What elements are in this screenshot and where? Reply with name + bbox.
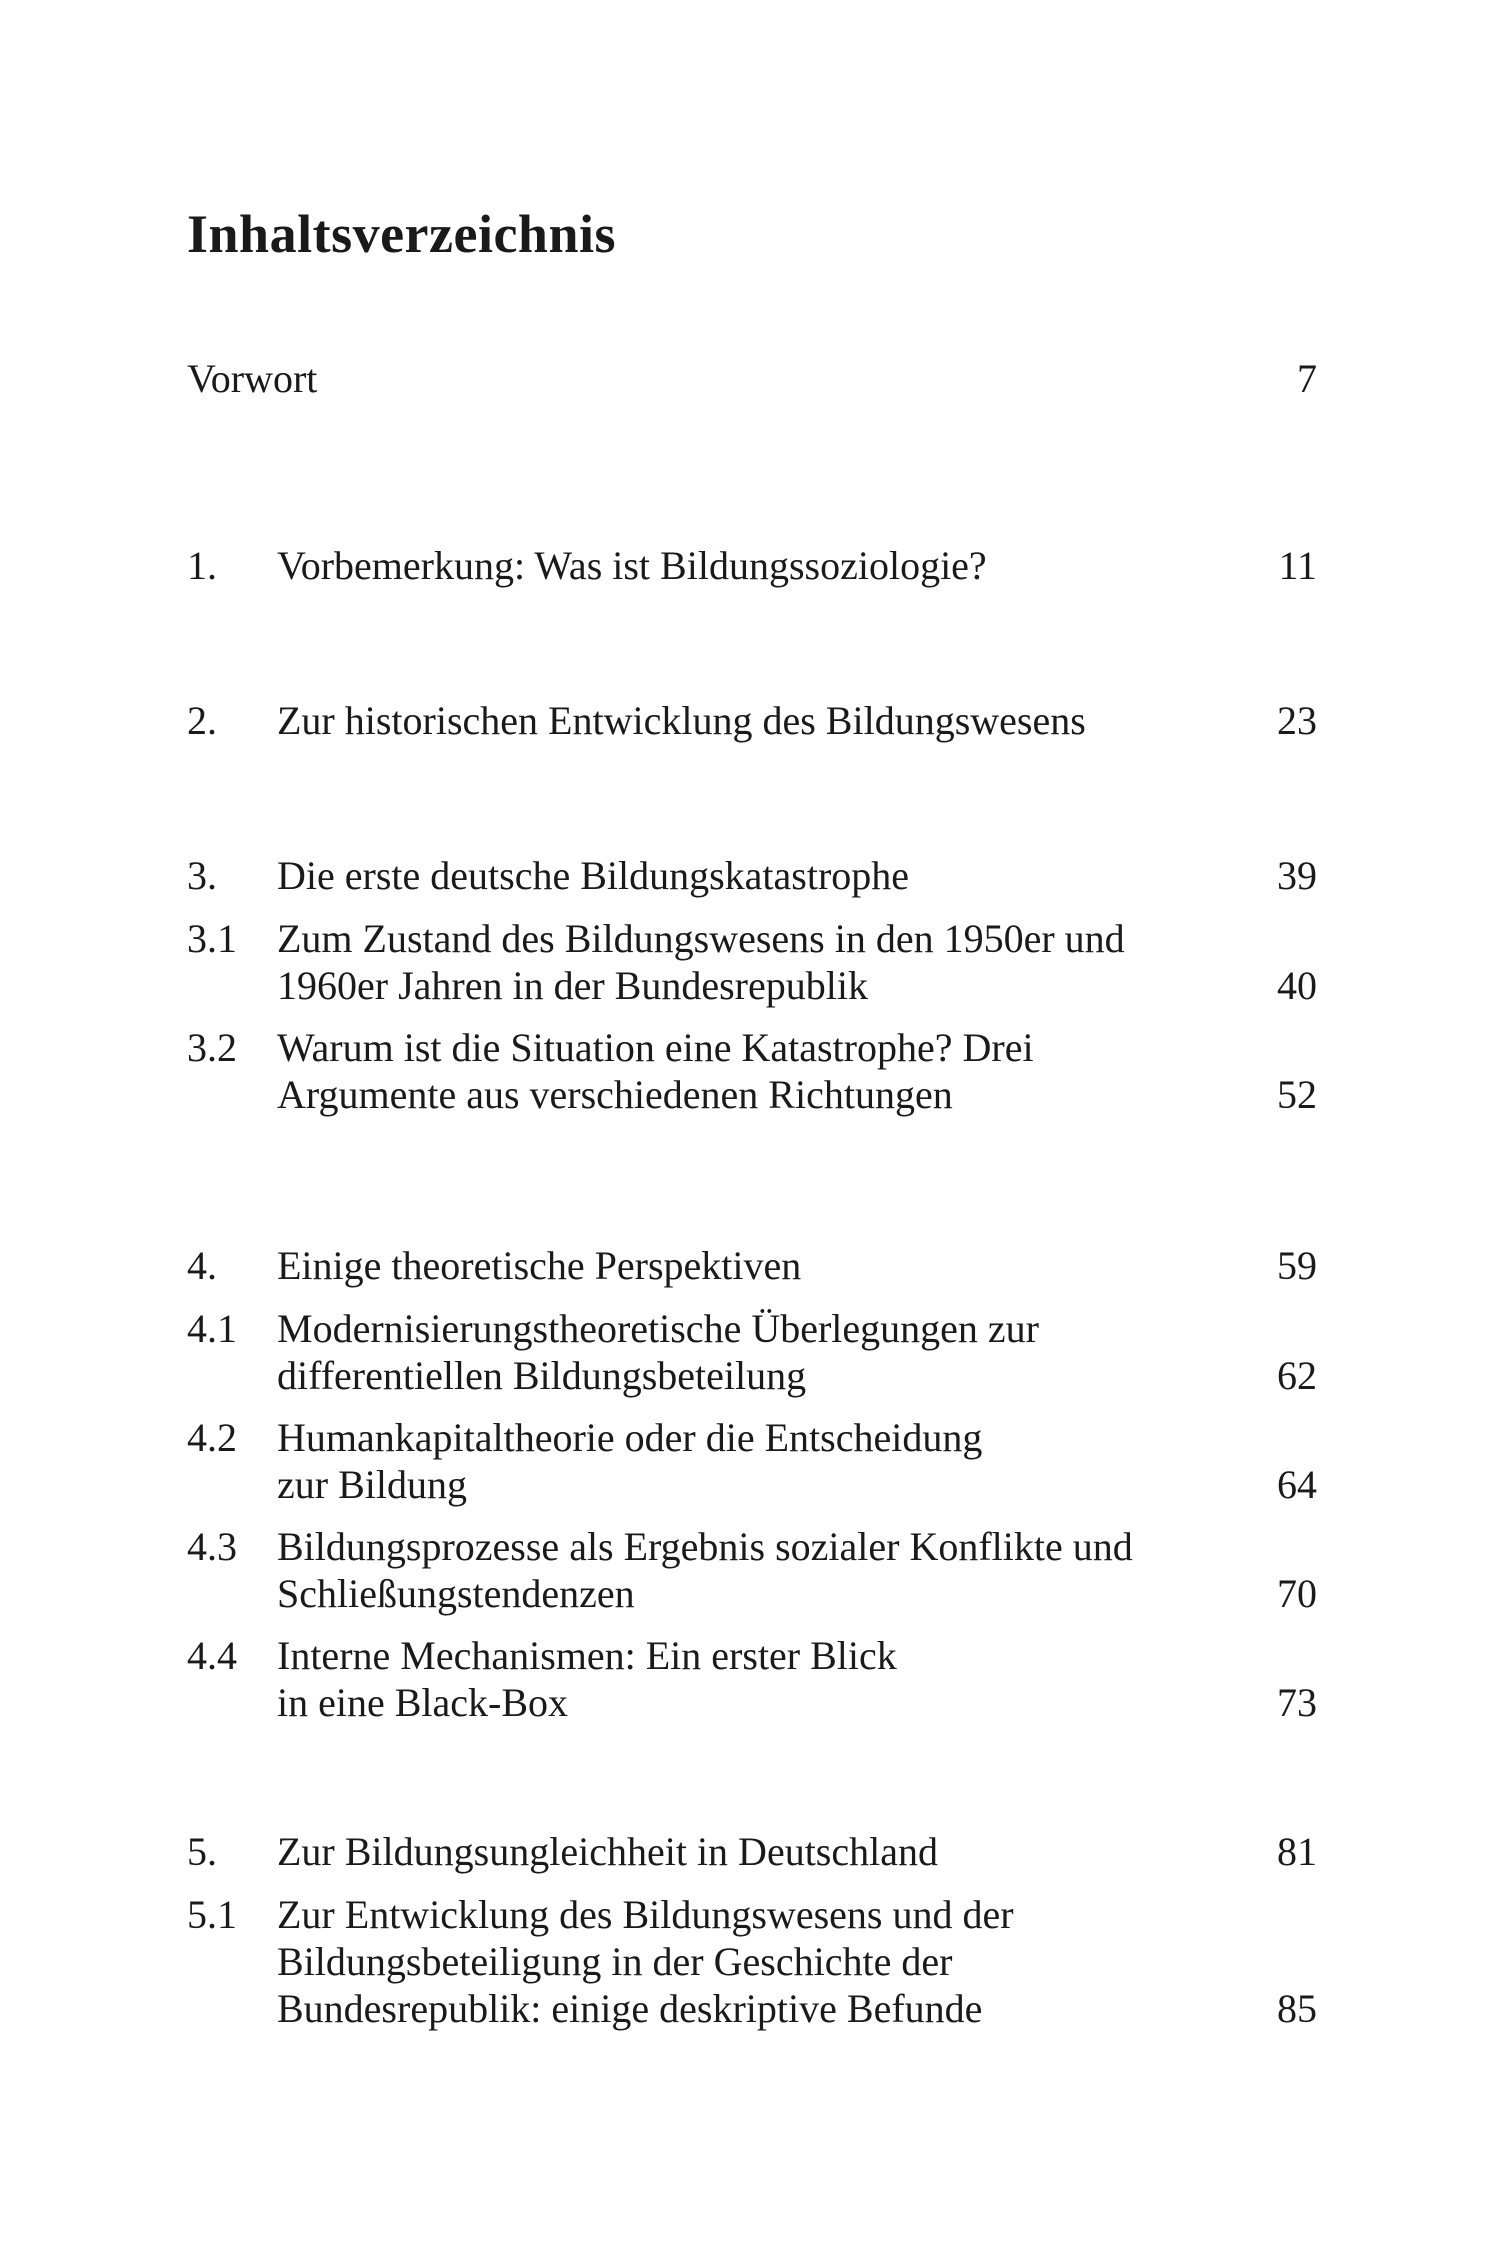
toc-page-number: 39 xyxy=(1277,853,1317,898)
toc-page-number: 52 xyxy=(1277,1072,1317,1117)
toc-page-number: 81 xyxy=(1277,1829,1317,1874)
toc-entry-text xyxy=(277,1414,1217,1508)
toc-entry-line: Humankapitaltheorie oder die Entscheidung xyxy=(277,1415,983,1460)
toc-entry-number: 3.1 xyxy=(187,916,237,961)
toc-entry-text xyxy=(277,1242,1217,1289)
toc-entry-line: Einige theoretische Perspektiven xyxy=(277,1243,802,1288)
toc-entry-line: Vorbemerkung: Was ist Bildungssoziologie? xyxy=(277,543,987,588)
toc-entry-number: 4.1 xyxy=(187,1306,237,1351)
toc-entry-line: Zur Bildungsungleichheit in Deutschland xyxy=(277,1829,938,1874)
toc-entry-number: 3.2 xyxy=(187,1025,237,1070)
toc-entry-number: 5. xyxy=(187,1829,217,1874)
toc-entry-number: 2. xyxy=(187,698,217,743)
toc-entry-text xyxy=(277,542,1217,589)
toc-entry-number: 4.3 xyxy=(187,1524,237,1569)
toc-entry-text xyxy=(277,1024,1217,1118)
toc-entry-line: 1960er Jahren in der Bundesrepublik xyxy=(277,963,868,1008)
toc-entry-text xyxy=(277,697,1217,744)
toc-entry-text xyxy=(277,1891,1217,2032)
toc-entry-text xyxy=(277,915,1217,1009)
toc-entry-line: Vorwort xyxy=(187,356,318,401)
toc-page-number: 62 xyxy=(1277,1353,1317,1398)
toc-entry-number: 4. xyxy=(187,1243,217,1288)
toc-entry-number: 1. xyxy=(187,543,217,588)
toc-page-number: 85 xyxy=(1277,1986,1317,2031)
toc-page-number: 73 xyxy=(1277,1680,1317,1725)
toc-entry-line: Interne Mechanismen: Ein erster Blick xyxy=(277,1633,897,1678)
toc-entry-text xyxy=(277,1523,1217,1617)
page-title: Inhaltsverzeichnis xyxy=(187,204,617,264)
toc-entry-line: differentiellen Bildungsbeteilung xyxy=(277,1353,807,1398)
toc-page-number: 70 xyxy=(1277,1571,1317,1616)
toc-entry-line: Zum Zustand des Bildungswesens in den 1950er und xyxy=(277,916,1125,961)
toc-entry-line: Bildungsbeteiligung in der Geschichte der xyxy=(277,1939,953,1984)
toc-entry-text xyxy=(277,852,1217,899)
toc-page-number: 40 xyxy=(1277,963,1317,1008)
toc-entry-line: zur Bildung xyxy=(277,1462,467,1507)
toc-entry-line: Zur Entwicklung des Bildungswesens und der xyxy=(277,1892,1014,1937)
toc-page-number: 23 xyxy=(1277,698,1317,743)
toc-entry-number: 4.4 xyxy=(187,1633,237,1678)
toc-entry-line: Die erste deutsche Bildungskatastrophe xyxy=(277,853,910,898)
toc-entry-number: 5.1 xyxy=(187,1892,237,1937)
toc-entry-line: in eine Black-Box xyxy=(277,1680,569,1725)
toc-page-number: 11 xyxy=(1278,543,1317,588)
toc-entry-text xyxy=(277,1632,1217,1726)
toc-entry-line: Modernisierungstheoretische Überlegungen zur xyxy=(277,1306,1039,1351)
toc-entry-line: Bundesrepublik: einige deskriptive Befunde xyxy=(277,1986,983,2031)
toc-entry-line: Bildungsprozesse als Ergebnis sozialer Konflikte und xyxy=(277,1524,1133,1569)
toc-entry-text xyxy=(277,1305,1217,1399)
toc-entry-number: 3. xyxy=(187,853,217,898)
toc-entry-text xyxy=(277,1828,1217,1875)
toc-entry-line: Zur historischen Entwicklung des Bildungswesens xyxy=(277,698,1086,743)
toc-page-number: 7 xyxy=(1297,356,1317,401)
toc-page-number: 64 xyxy=(1277,1462,1317,1507)
toc-page-number: 59 xyxy=(1277,1243,1317,1288)
toc-entry-number: 4.2 xyxy=(187,1415,237,1460)
toc-entry-line: Argumente aus verschiedenen Richtungen xyxy=(277,1072,953,1117)
toc-entry-line: Warum ist die Situation eine Katastrophe? Drei xyxy=(277,1025,1034,1070)
toc-entry-line: Schließungstendenzen xyxy=(277,1571,635,1616)
toc-entry-text xyxy=(187,355,1127,402)
